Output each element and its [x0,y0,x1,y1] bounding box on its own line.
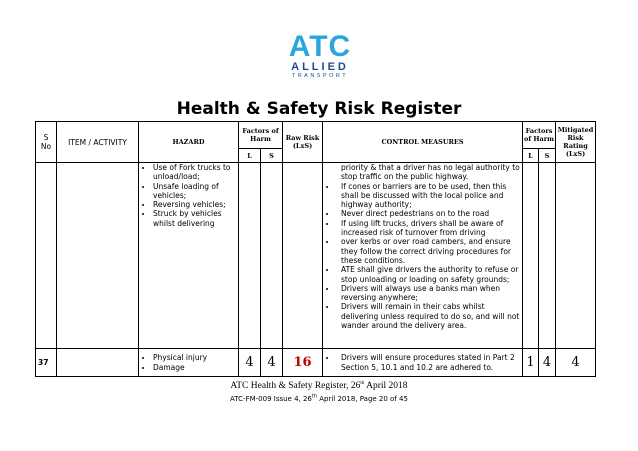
row-number [36,163,57,349]
row-item [57,349,139,377]
footer-line1-prefix: ATC Health & Safety Register, 26 [230,381,361,391]
row-l [239,163,261,349]
header-raw-risk: Raw Risk (LxS) [283,122,323,163]
footer-register-line [0,381,638,392]
row-hazards [139,163,239,349]
footer-line2-suffix: April 2018, Page 20 of 45 [317,395,408,403]
control-item: • Drivers will always use a banks man when reversing anywhere; [337,284,522,303]
header-no-label: No [40,142,52,151]
footer-line2-prefix: ATC-FM-009 Issue 4, 26 [230,395,312,403]
hazard-item: • Physical injury [153,353,238,362]
header-l-2: L [523,149,539,163]
header-hazard: HAZARD [139,122,239,163]
control-item: • If cones or barriers are to be used, then this shall be discussed with the local police and highway authority; [337,182,522,210]
header-row [36,122,596,149]
control-item: • over kerbs or over road cambers, and ensure they follow the correct driving procedures for these conditions. [337,237,522,265]
table-row [36,349,596,377]
control-continuation: priority & that a driver has no legal authority to stop traffic on the public highway. [341,163,520,182]
row-raw-risk [283,163,323,349]
row-control-measures [323,163,523,349]
row-mitigated [556,163,596,349]
header-s-no [36,122,57,163]
header-s: S [261,149,283,163]
footer-line1-sup: th [360,380,365,386]
hazard-item: • Unsafe loading of vehicles; [153,182,238,201]
document-title: Health & Safety Risk Register [176,99,462,119]
row-s: 4 [261,349,283,377]
control-item: • Never direct pedestrians on to the road [337,209,522,218]
hazard-item: • Use of Fork trucks to unload/load; [153,163,238,182]
row-hazards [139,349,239,377]
row-item [57,163,139,349]
hazard-item: • Damage [153,363,238,372]
hazard-item: • Reversing vehicles; [153,200,238,209]
row-s [261,163,283,349]
risk-register-table [35,121,596,377]
footer-issue-line [0,395,638,404]
header-s-label: S [43,133,49,142]
row-l-2: 1 [523,349,539,377]
header-factors-of-harm: Factors of Harm [239,122,283,149]
control-item: • ATE shall give drivers the authority to refuse or stop unloading or loading on safety grounds; [337,265,522,284]
control-item: • Drivers will remain in their cabs whilst delivering unless required to do so, and will not wander around the delivery area. [337,302,522,330]
row-s-2 [539,163,556,349]
hazard-item: • Struck by vehicles whilst delivering [153,209,238,228]
row-mitigated: 4 [556,349,596,377]
footer-line1-suffix: April 2018 [364,381,408,391]
footer-line2-sup: th [311,393,318,400]
header-control-measures: CONTROL MEASURES [323,122,523,163]
logo-allied-text: ALLIED [291,61,349,73]
control-item: • If using lift trucks, drivers shall be aware of increased risk of turnover from driving [337,219,522,238]
logo-atc-text: ATC [288,30,352,63]
header-item-activity: ITEM / ACTIVITY [57,122,139,163]
header-s-2: S [539,149,556,163]
logo-transport-text: TRANSPORT [291,73,349,79]
table-row [36,163,596,349]
control-item: • Drivers will ensure procedures stated in Part 2 Section 5, 10.1 and 10.2 are adhered to. [337,353,522,372]
header-l: L [239,149,261,163]
header-mitigated-risk: Mitigated Risk Rating (LxS) [556,122,596,163]
header-factors-of-harm-2: Factors of Harm [523,122,556,149]
row-raw-risk: 16 [283,349,323,377]
row-number: 37 [36,349,57,377]
row-control-measures [323,349,523,377]
row-l: 4 [239,349,261,377]
row-l-2 [523,163,539,349]
company-logo [270,32,370,80]
row-s-2: 4 [539,349,556,377]
